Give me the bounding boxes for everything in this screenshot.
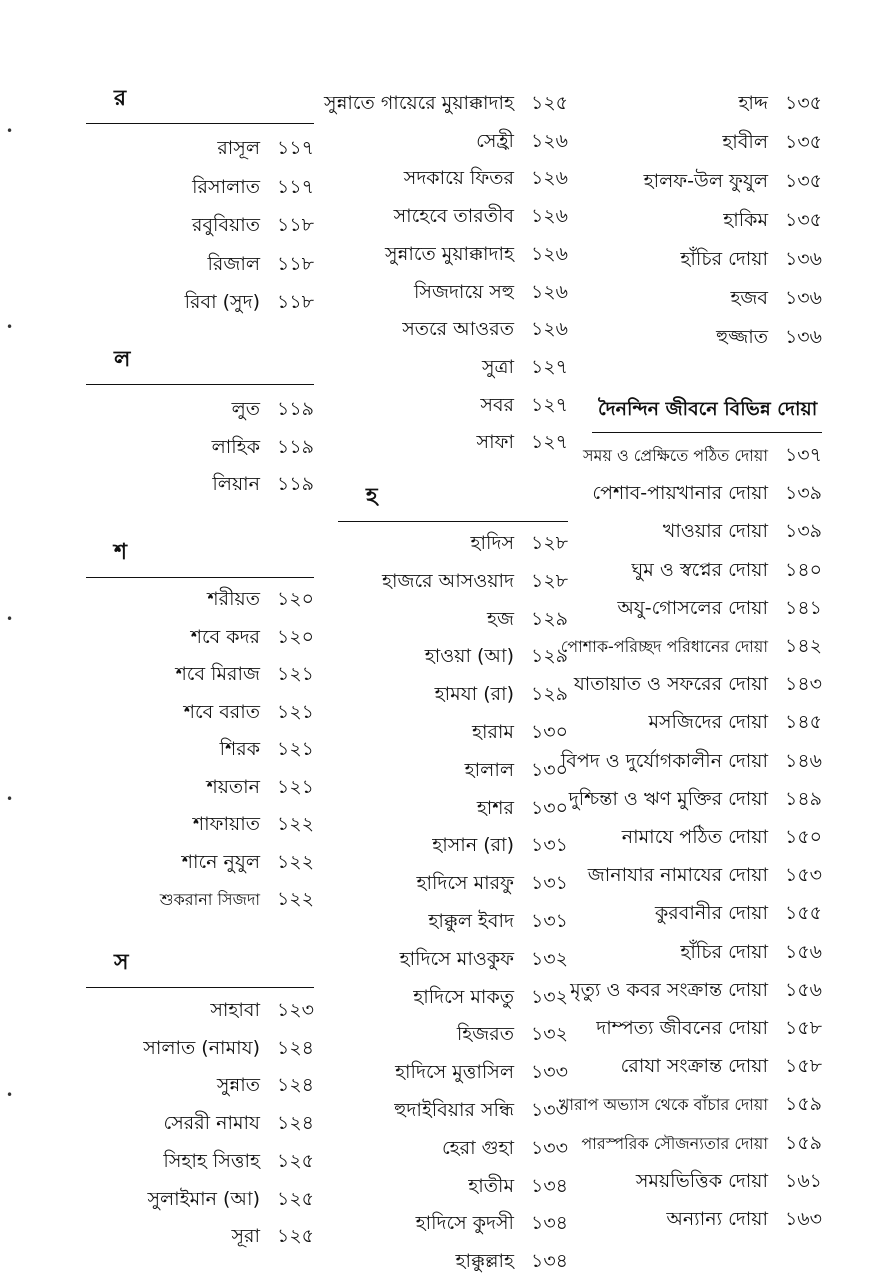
page-number: ১৫৮: [785, 1017, 822, 1039]
section-heading: [86, 84, 314, 124]
index-entry: [404, 163, 568, 193]
index-entry: [432, 830, 568, 860]
page-number: ১১৮: [277, 252, 314, 275]
page-number: ১২৫: [276, 1149, 314, 1172]
page-number: ১৪৫: [785, 711, 822, 734]
index-entry: [416, 1208, 568, 1238]
page-number: ১১৯: [277, 473, 314, 496]
page-number: ১৩২: [530, 947, 568, 970]
index-entry: [185, 287, 314, 317]
index-term: হাজরে আসওয়াদ: [382, 569, 514, 592]
index-term: সাফা: [476, 431, 514, 454]
index-term: পেশাব-পায়খানার দোয়া: [592, 482, 768, 505]
section-heading-text: ল: [114, 347, 131, 372]
index-entry: [192, 210, 314, 240]
section-heading-text: দৈনন্দিন জীবনে বিভিন্ন দোয়া: [598, 398, 818, 420]
index-entry: [477, 427, 568, 457]
margin-mark: •: [6, 1088, 14, 1102]
page-number: ১৫৮: [785, 1055, 822, 1078]
index-term: হজব: [730, 287, 768, 309]
page-number: ১২৪: [276, 1036, 314, 1059]
page-number: ১৩৬: [784, 248, 822, 270]
section-rule: [338, 521, 568, 522]
index-entry: [471, 528, 568, 558]
index-term: হুদাইবিয়ার সন্ধি: [394, 1099, 514, 1121]
page-number: ১৩২: [530, 985, 568, 1008]
index-entry: [395, 1057, 568, 1087]
index-entry: [581, 1128, 822, 1158]
page-number: ১২৬: [530, 167, 568, 190]
index-term: বিপদ ও দুর্যোগকালীন দোয়া: [560, 749, 768, 772]
page-number: ১২৮: [530, 569, 568, 592]
index-entry: [207, 584, 314, 614]
index-term: পোশাক-পরিচ্ছদ পরিধানের দোয়া: [560, 637, 768, 656]
index-term: সময় ও প্রেক্ষিতে পঠিত দোয়া: [582, 446, 768, 465]
index-entry: [472, 717, 568, 747]
index-term: সালাত (নামায): [143, 1036, 260, 1059]
index-term: শাফায়াত: [192, 813, 260, 835]
index-term: অন্যান্য দোয়া: [666, 1208, 768, 1230]
index-entry: [456, 1246, 568, 1276]
index-term: হাদিসে মুত্তাসিল: [395, 1061, 514, 1084]
section-heading-text: র: [114, 86, 127, 111]
index-term: হাঁচির দোয়া: [680, 940, 768, 963]
index-entry: [569, 784, 822, 814]
index-entry: [212, 469, 314, 499]
index-term: শয়তান: [206, 775, 260, 798]
section-heading: [592, 393, 822, 433]
index-entry: [400, 944, 568, 974]
page-number: ১৪৩: [784, 673, 822, 696]
index-entry: [160, 884, 314, 914]
section-heading: [86, 345, 314, 385]
page-number: ১৩৯: [784, 520, 822, 543]
section-rule: [592, 432, 822, 433]
index-entry: [644, 166, 822, 196]
page-number: ১১৯: [277, 435, 314, 458]
index-entry: [413, 982, 568, 1012]
page-number: ১২০: [276, 588, 314, 610]
page-number: ১৩৩: [530, 1099, 568, 1121]
page-number: ১১৭: [276, 137, 314, 159]
index-term: শবে মিরাজ: [175, 663, 260, 685]
index-entry: [385, 239, 568, 269]
index-entry: [232, 394, 314, 424]
page-number: ১২০: [276, 625, 314, 648]
index-entry: [561, 746, 822, 776]
index-term: সতরে আওরত: [402, 318, 514, 341]
index-entry: [206, 772, 314, 802]
index-term: হাদিসে মাকতু: [413, 985, 514, 1008]
index-term: শানে নুযুল: [181, 850, 260, 873]
index-term: সুলাইমান (আ): [147, 1187, 260, 1210]
index-entry: [487, 604, 568, 634]
page-number: ১৩৫: [784, 131, 822, 153]
page-number: ১৩৫: [784, 92, 822, 114]
page-number: ১৪৯: [785, 787, 822, 810]
margin-mark: •: [6, 124, 14, 138]
index-term: সাহেবে তারতীব: [393, 205, 514, 228]
page-number: ১৩২: [530, 1023, 568, 1046]
page-number: ১২৫: [276, 1187, 314, 1210]
index-term: দুশ্চিন্তা ও ঋণ মুক্তির দোয়া: [568, 787, 768, 810]
index-term: রাসূল: [217, 137, 260, 159]
page-number: ১৫৯: [785, 1131, 822, 1154]
index-term: শবে বরাত: [183, 700, 260, 723]
index-term: রিজাল: [207, 252, 260, 275]
section-heading-text: শ: [114, 540, 128, 565]
index-term: রিবা (সুদ): [184, 291, 260, 313]
page-number: ১২২: [276, 813, 314, 835]
index-term: অযু-গোসলের দোয়া: [617, 596, 768, 619]
index-entry: [414, 277, 568, 307]
index-entry: [176, 659, 314, 689]
index-term: সাহাবা: [210, 999, 260, 1021]
index-term: সদকায়ে ফিতর: [403, 167, 514, 190]
index-term: জানাযার নামাযের দোয়া: [587, 864, 768, 887]
index-entry: [207, 249, 314, 279]
page-number: ১৩১: [530, 910, 568, 932]
margin-mark: •: [6, 320, 14, 334]
page-number: ১৩৪: [530, 1174, 568, 1197]
index-entry: [382, 566, 568, 596]
page-number: ১৩০: [530, 721, 568, 743]
index-entry: [193, 809, 314, 839]
index-entry: [217, 1070, 314, 1100]
page-number: ১৩৪: [530, 1212, 568, 1235]
index-term: হাওয়া (আ): [424, 645, 514, 668]
index-entry: [220, 734, 314, 764]
index-entry: [596, 1013, 822, 1043]
index-entry: [561, 631, 822, 661]
page-number: ১৩০: [530, 796, 568, 819]
index-term: খাওয়ার দোয়া: [662, 520, 768, 543]
section-heading: [338, 482, 568, 522]
index-term: ঘুম ও স্বপ্নের দোয়া: [631, 558, 768, 581]
page-number: ১২১: [276, 775, 314, 798]
index-entry: [482, 352, 568, 382]
index-entry: [655, 898, 822, 928]
index-entry: [476, 126, 568, 156]
index-entry: [722, 127, 822, 157]
index-entry: [428, 906, 568, 936]
index-term: হেরা গুহা: [441, 1136, 514, 1159]
page-number: ১৩৫: [784, 170, 822, 192]
page-number: ১২৮: [530, 532, 568, 554]
index-term: সুন্নাত: [216, 1074, 260, 1097]
index-term: মসজিদের দোয়া: [648, 711, 768, 734]
index-entry: [442, 1133, 568, 1163]
index-entry: [231, 1221, 314, 1251]
margin-mark: •: [6, 612, 14, 626]
page-number: ১২৬: [530, 129, 568, 152]
index-entry: [394, 1095, 568, 1125]
index-entry: [636, 1166, 822, 1196]
index-term: লুত: [231, 398, 260, 420]
page-number: ১২১: [276, 738, 314, 760]
page-number: ১২৭: [530, 393, 568, 416]
page-number: ১৬১: [784, 1169, 822, 1192]
index-entry: [738, 88, 822, 118]
page-number: ১১৮: [277, 291, 314, 313]
page-number: ১৩৬: [784, 287, 822, 309]
page-number: ১২৬: [530, 205, 568, 228]
page-number: ১১৭: [276, 175, 314, 198]
index-entry: [570, 975, 822, 1005]
page-number: ১২১: [276, 700, 314, 723]
index-entry: [143, 1033, 314, 1063]
index-term: হাক্কুল্লাহ: [455, 1250, 514, 1273]
index-term: হাঁচির দোয়া: [680, 248, 768, 270]
page-number: ১২৫: [530, 92, 568, 114]
index-entry: [663, 516, 822, 546]
section-heading: [86, 948, 314, 988]
section-rule: [86, 577, 314, 578]
index-term: দাম্পত্য জীবনের দোয়া: [596, 1017, 768, 1039]
page-number: ১২৪: [276, 1074, 314, 1097]
page-number: ১৩৬: [784, 326, 822, 348]
index-term: হাদ্দ: [738, 92, 768, 114]
index-term: শবে কদর: [190, 625, 260, 648]
index-entry: [730, 283, 822, 313]
section-rule: [86, 123, 314, 124]
index-term: শিরক: [219, 738, 260, 760]
index-entry: [212, 432, 314, 462]
index-entry: [621, 1051, 822, 1081]
index-entry: [480, 390, 568, 420]
page-number: ১৪২: [784, 635, 822, 657]
index-term: হাসান (রা): [432, 834, 514, 857]
index-entry: [163, 1146, 314, 1176]
index-entry: [592, 478, 822, 508]
index-entry: [184, 697, 314, 727]
page-number: ১৫৯: [785, 1093, 822, 1116]
index-term: হাদিসে কুদসী: [415, 1212, 514, 1235]
index-entry: [723, 205, 822, 235]
page-number: ১২৬: [530, 280, 568, 303]
index-term: হুজ্জাত: [716, 326, 768, 348]
page-number: ১২৬: [530, 242, 568, 265]
page-number: ১৪৬: [784, 749, 822, 772]
section-heading-text: হ: [366, 484, 378, 509]
index-entry: [680, 244, 822, 274]
page-number: ১২৩: [276, 999, 314, 1021]
index-term: সিজদায়ে সহু: [413, 280, 514, 303]
section-heading-text: স: [114, 950, 129, 975]
index-term: লিয়ান: [212, 473, 260, 496]
index-term: হিজরত: [456, 1023, 514, 1046]
index-entry: [394, 201, 568, 231]
index-term: সুন্নাতে মুয়াক্কাদাহ: [384, 242, 514, 265]
index-entry: [425, 641, 568, 671]
index-term: হাদিসে মাওকুফ: [399, 947, 514, 970]
index-term: হারাম: [471, 721, 514, 743]
page-number: ১২৭: [530, 355, 568, 378]
index-term: সুত্রা: [481, 355, 514, 378]
section-rule: [86, 384, 314, 385]
index-term: রোযা সংক্রান্ত দোয়া: [620, 1055, 768, 1078]
index-entry: [164, 1108, 315, 1138]
index-entry: [435, 679, 568, 709]
index-term: রিসালাত: [192, 175, 260, 198]
index-term: হাক্কুল ইবাদ: [428, 910, 514, 932]
section-heading: [86, 538, 314, 578]
index-term: হাদিস: [470, 532, 514, 554]
index-entry: [324, 88, 568, 118]
page-number: ১৫০: [784, 826, 822, 848]
index-entry: [217, 133, 314, 163]
section-rule: [86, 987, 314, 988]
page-number: ১৪০: [784, 558, 822, 581]
index-entry: [416, 868, 568, 898]
page-number: ১৩০: [530, 758, 568, 781]
page-number: ১৩১: [530, 872, 568, 895]
index-term: লাহিক: [211, 435, 260, 458]
index-term: সিহাহ সিত্তাহ: [163, 1149, 260, 1172]
index-entry: [632, 555, 822, 585]
index-term: যাতায়াত ও সফরের দোয়া: [573, 673, 768, 696]
index-term: শরীয়ত: [207, 588, 260, 610]
index-term: হাদিসে মারফু: [416, 872, 514, 895]
index-entry: [182, 847, 314, 877]
index-entry: [583, 440, 822, 470]
page-number: ১৩৫: [784, 209, 822, 231]
page-number: ১৪১: [785, 596, 822, 619]
index-term: কুরবানীর দোয়া: [655, 902, 768, 925]
page-number: ১২৯: [530, 645, 568, 668]
page-number: ১৩১: [530, 834, 568, 857]
page-number: ১২৭: [530, 431, 568, 454]
page-number: ১২৯: [530, 607, 568, 630]
page-number: ১৫৬: [784, 978, 822, 1001]
page-number: ১৩৩: [530, 1136, 568, 1159]
page-number: ১৩৩: [530, 1061, 568, 1084]
page-number: ১৫৫: [785, 902, 822, 925]
index-term: হাতীম: [468, 1174, 514, 1197]
page-number: ১২৯: [530, 683, 568, 706]
index-term: হালফ-উল ফুযুল: [643, 170, 768, 192]
index-term: সেররী নামায: [163, 1112, 260, 1135]
page-number: ১৩৯: [784, 482, 822, 505]
index-entry: [617, 593, 822, 623]
index-term: সূরা: [231, 1225, 260, 1248]
index-entry: [191, 622, 314, 652]
index-entry: [192, 172, 314, 202]
index-entry: [716, 322, 822, 352]
index-entry: [477, 793, 568, 823]
page-number: ১৫৬: [784, 940, 822, 963]
index-entry: [468, 1171, 568, 1201]
page-number: ১২২: [276, 888, 314, 910]
index-term: হাশর: [476, 796, 514, 819]
index-term: হজ: [487, 607, 514, 630]
page-number: ১১৮: [277, 214, 314, 236]
index-entry: [147, 1184, 314, 1214]
page-number: ১২৫: [276, 1225, 314, 1248]
index-term: সুন্নাতে গায়েরে মুয়াক্কাদাহ: [324, 92, 514, 114]
page-number: ১৫৩: [784, 864, 822, 887]
index-entry: [574, 669, 822, 699]
index-term: সেহ্রী: [476, 129, 514, 152]
page-number: ১৩৭: [784, 444, 822, 466]
index-entry: [666, 1204, 822, 1234]
page-number: ১২৬: [530, 318, 568, 341]
page-number: ১১৯: [277, 398, 314, 420]
index-term: খারাপ অভ্যাস থেকে বাঁচার দোয়া: [558, 1095, 768, 1115]
index-entry: [648, 707, 822, 737]
page-number: ১৩৪: [530, 1250, 568, 1273]
index-term: হাকিম: [723, 209, 768, 231]
index-term: মৃত্যু ও কবর সংক্রান্ত দোয়া: [570, 978, 768, 1001]
index-term: হাবীল: [722, 131, 768, 153]
index-term: রবুবিয়াত: [192, 214, 260, 236]
index-term: হালাল: [464, 758, 514, 781]
page-number: ১২১: [276, 663, 314, 685]
margin-mark: •: [6, 792, 14, 806]
index-entry: [457, 1019, 568, 1049]
index-entry: [465, 755, 568, 785]
page-number: ১৬৩: [784, 1208, 822, 1230]
page-number: ১২৪: [276, 1112, 314, 1135]
page-number: ১২২: [276, 850, 314, 873]
index-term: সময়ভিত্তিক দোয়া: [635, 1169, 768, 1192]
index-entry: [210, 995, 314, 1025]
index-term: হামযা (রা): [434, 683, 514, 706]
index-entry: [402, 314, 568, 344]
index-entry: [622, 822, 822, 852]
index-entry: [680, 937, 822, 967]
index-term: সবর: [480, 393, 514, 416]
index-term: পারস্পরিক সৌজন্যতার দোয়া: [581, 1133, 768, 1153]
index-term: নামাযে পঠিত দোয়া: [621, 826, 768, 848]
index-entry: [588, 860, 822, 890]
index-term: শুকরানা সিজদা: [159, 890, 260, 909]
index-entry: [559, 1089, 822, 1119]
